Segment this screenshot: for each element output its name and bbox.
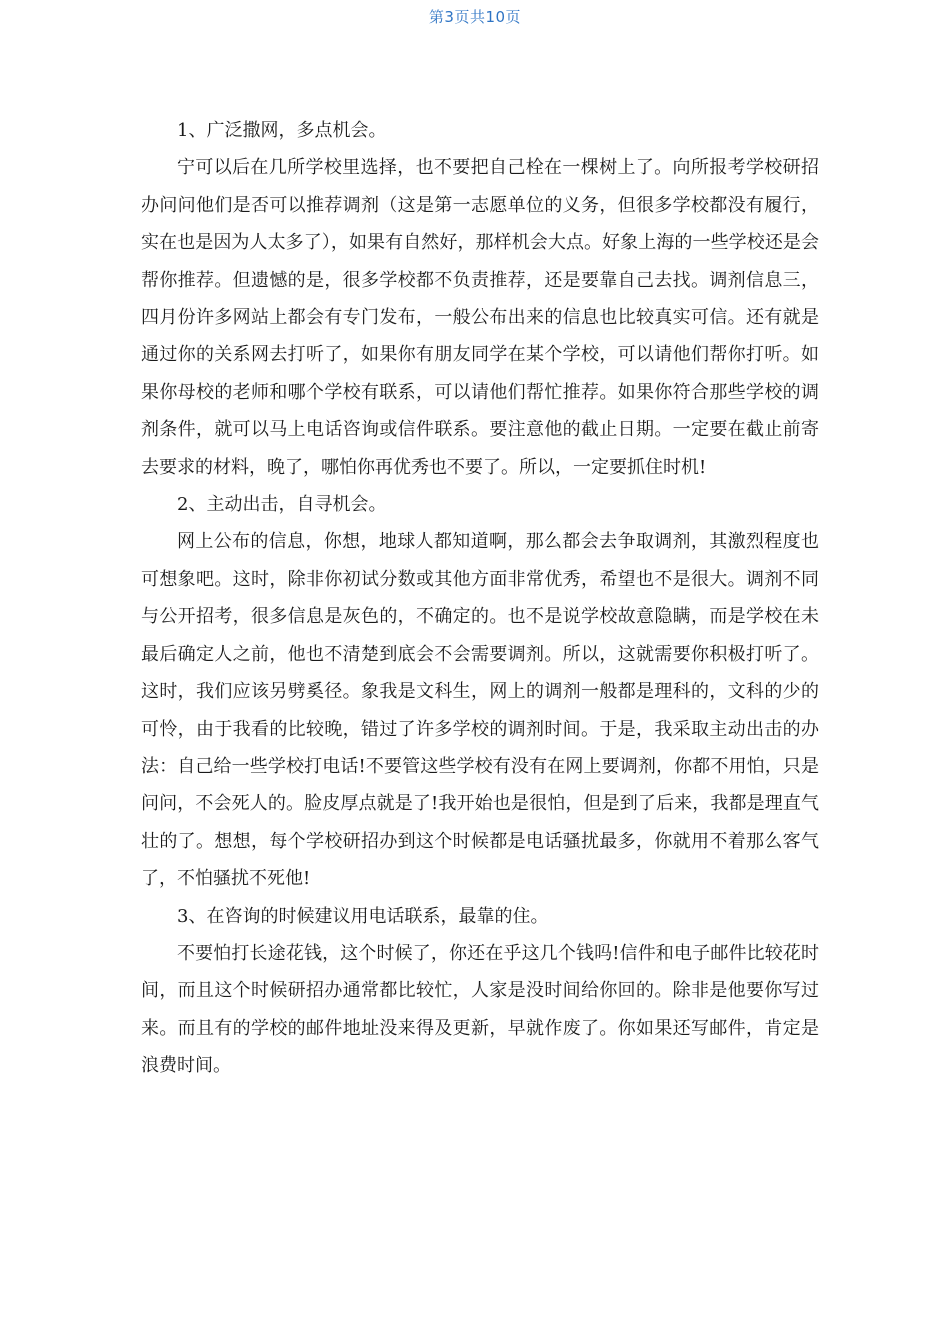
section-heading-3: 3、在咨询的时候建议用电话联系，最靠的住。 — [177, 905, 549, 927]
section-heading-2: 2、主动出击，自寻机会。 — [177, 494, 387, 516]
document-body — [141, 112, 819, 1085]
paragraph-3: 不要怕打长途花钱，这个时候了，你还在乎这几个钱吗!信件和电子邮件比较花时间，而且这个时候研招办通常都比较忙，人家是没时间给你回的。除非是他要你写过来。而且有的学校的邮件地址没来得及更新，早就作废了。你如果还写邮件，肯定是浪费时间。 — [141, 942, 819, 1077]
section-heading-1: 1、广泛撒网，多点机会。 — [177, 120, 387, 141]
paragraph-1: 宁可以后在几所学校里选择，也不要把自己栓在一棵树上了。向所报考学校研招办问问他们是否可以推荐调剂（这是第一志愿单位的义务，但很多学校都没有履行，实在也是因为人太多了），如果有自然好，那样机会大点。好象上海的一些学校还是会帮你推荐。但遗憾的是，很多学校都不负责推荐，还是要靠自己去找。调剂信息三，四月份许多网站上都会有专门发布，一般公布出来的信息也比较真实可信。还有就是通过你的关系网去打听了，如果你有朋友同学在某个学校，可以请他们帮你打听。如果你母校的老师和哪个学校有联系，可以请他们帮忙推荐。如果你符合那些学校的调剂条件，就可以马上电话咨询或信件联系。要注意他的截止日期。一定要在截止前寄去要求的材料，晚了，哪怕你再优秀也不要了。所以，一定要抓住时机! — [141, 157, 819, 478]
paragraph-2: 网上公布的信息，你想，地球人都知道啊，那么都会去争取调剂，其激烈程度也可想象吧。这时，除非你初试分数或其他方面非常优秀，希望也不是很大。调剂不同与公开招考，很多信息是灰色的，不确定的。也不是说学校故意隐瞒，而是学校在未最后确定人之前，他也不清楚到底会不会需要调剂。所以，这就需要你积极打听了。这时，我们应该另劈奚径。象我是文科生，网上的调剂一般都是理科的，文科的少的可怜，由于我看的比较晚，错过了许多学校的调剂时间。于是，我采取主动出击的办法：自己给一些学校打电话!不要管这些学校有没有在网上要调剂，你都不用怕，只是问问，不会死人的。脸皮厚点就是了!我开始也是很怕，但是到了后来，我都是理直气壮的了。想想，每个学校研招办到这个时候都是电话骚扰最多，你就用不着那么客气了，不怕骚扰不死他! — [141, 531, 819, 890]
page-indicator: 第3页共10页 — [428, 8, 522, 26]
